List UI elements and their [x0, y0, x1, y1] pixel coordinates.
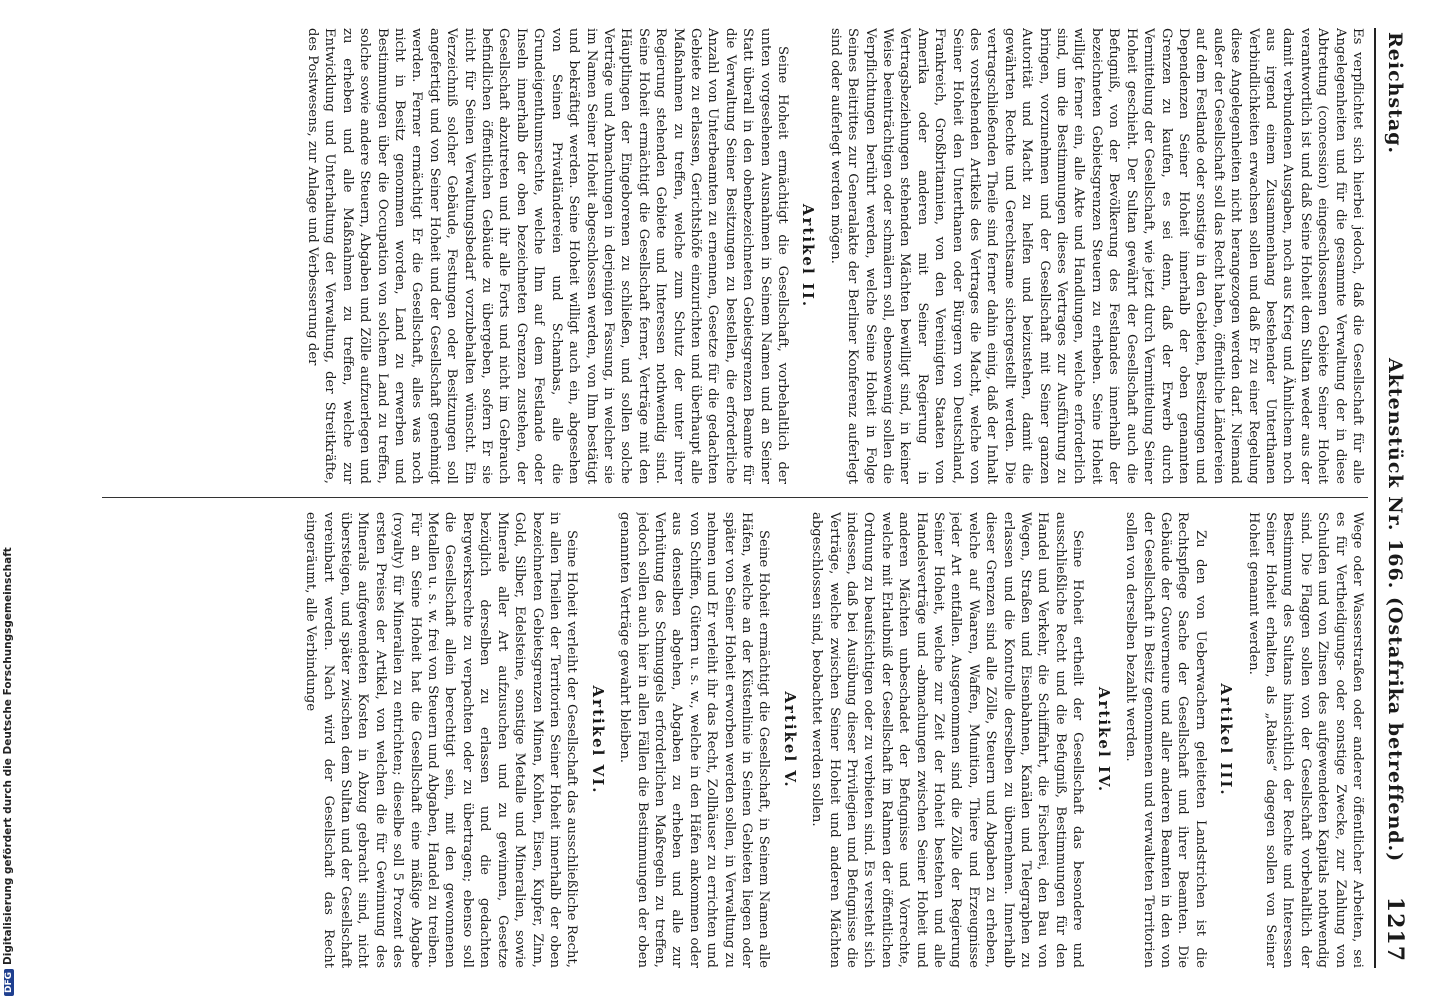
- paragraph: Es verpflichtet sich hierbei jedoch, daß die Gesellschaft für alle Angelegenheiten und für die gesammte Verwaltung der in diese Abtretung (concession) eingeschlossenen Gebiete Seiner Hoheit verantwortlich ist und daß Seine Hoheit dem Sultan weder aus der damit verbundenen Ausgaben, noch aus Krieg und Ähnlichem noch aus irgend einem Zusammenhang bestehender Unterthanen Verbindlichkeiten erwachsen sollen und daß Er zu einer Regelung diese Angelegenheiten nicht herangezogen werden darf. Niemand außer der Gesellschaft soll das Recht haben, öffentliche Ländereien auf dem Festlande oder sonstige in den Gebieten, Besitzungen und Dependenzen Seiner Hoheit innerhalb der oben genannten Grenzen zu kaufen, es sei denn, daß der Erwerb durch Vermittelung der Gesellschaft, wie jetzt durch Vermittelung Seiner Hoheit geschieht. Der Sultan gewährt der Gesellschaft auch die Befugniß, von der Bevölkerung des Festlandes innerhalb der bezeichneten Gebietsgrenzen Steuern zu erheben. Seine Hoheit willigt ferner ein, alle Akte und Handlungen, welche erforderlich sind, um die Bestimmungen dieses Vertrages zur Ausführung zu bringen, vorzunehmen und der Gesellschaft mit Seiner ganzen Autorität und Macht zu helfen und beizustehen, damit die gewährten Rechte und Gerechtsame sichergestellt werden. Die vertragschließenden Theile sind ferner dahin einig, daß der Inhalt des vorstehenden Artikels des Vertrages die Macht, welche von Seiner Hoheit den Unterthanen oder Bürgern von Deutschland, Frankreich, Großbritannien, von den Vereinigten Staaten von Amerika oder anderen mit Seiner Regierung in Vertragsbeziehungen stehenden Mächten bewilligt sind, in keiner Weise beeinträchtigen oder schmälern soll, ebensowenig sollen die Verpflichtungen berührt werden, welche Seine Hoheit in Folge Seines Beitrittes zur Generalakte der Berliner Konferenz auferlegt sind oder auferlegt werden mögen.: [827, 28, 1365, 484]
- text-column-left: [104, 28, 1366, 484]
- article-heading: Artikel VI.: [588, 685, 607, 795]
- header-title: Aktenstück Nr. 166.: [1384, 358, 1406, 590]
- paragraph: Seine Hoheit ermächtigt die Gesellschaft, vorbehaltlich der unten vorgesehenen Ausnahmen in Seinem Namen und an Seiner Statt überall in den obenbezeichneten Gebietsgrenzen Beamte für die Verwaltung Seiner Besitzungen zu bestellen, die erforderliche Anzahl von Unterbeamten zu ernennen, Gesetze für die gedachten Gebiete zu erlassen, Gerichtshöfe einzurichten und überhaupt alle Maßnahmen zu treffen, welche zum Schutz der unter ihrer Regierung stehenden Gebiete und Interessen nothwendig sind. Seine Hoheit ermächtigt die Gesellschaft ferner, Verträge mit den Häuptlingen der Eingeborenen zu schließen, und sollen solche Verträge und Abmachungen in derjenigen Fassung, in welcher sie im Namen Seiner Hoheit abgeschlossen werden, von Ihm bestätigt und bekräftigt werden. Seine Hoheit willigt auch ein, abgesehen von Seinen Privatländereien und Schambas, alle die Grundeigenthumsrechte, welche Ihm auf dem Festlande oder Inseln innerhalb der oben bezeichneten Grenzen zustehen, der Gesellschaft abzutreten und ihr alle Forts und nicht im Gebrauch befindlichen öffentlichen Gebäude zu übergeben, sofern Er sie nicht für Seinen Verwaltungsbedarf vorzubehalten wünscht. Ein Verzeichniß solcher Gebäude, Festungen oder Besitzungen soll angefertigt und von Seiner Hoheit und der Gesellschaft genehmigt werden. Ferner ermächtigt Er die Gesellschaft, alles was noch nicht in Besitz genommen worden, Land zu erwerben und Bestimmungen über die Occupation von solchem Land zu treffen, solche sowie andere Steuern, Abgaben und Zölle aufzuerlegen und zu erheben und alle Maßnahmen zu treffen, welche zur Entwicklung und Unterhaltung der Verwaltung, der Streitkräfte, des Postwesens, zur Anlage und Verbesserung der: [305, 28, 790, 484]
- article-heading: Artikel IV.: [1094, 686, 1113, 794]
- paragraph: Zu den von Ueberwachern geleiteten Landstrichen ist die Rechtspflege Sache der Gesellschaft und ihrer Beamten. Die Gebäude der Gouverneure und aller anderen Beamten in den von der Gesellschaft in Besitz genommenen und verwalteten Territorien sollen von derselben bezahlt werden.: [1123, 512, 1208, 968]
- header-left: Reichstag.: [1384, 32, 1406, 155]
- credit-text: Digitalisierung gefördert durch die Deutsche Forschungsgemeinschaft: [2, 547, 14, 965]
- digitization-credit: [2, 547, 16, 996]
- paragraph: Seine Hoheit verleiht der Gesellschaft das ausschließliche Recht, in allen Theilen der Territorien Seiner Hoheit innerhalb der oben bezeichneten Gebietsgrenzen Minen, Kohlen, Eisen, Kupfer, Zinn, Gold, Silber, Edelsteine, sonstige Metalle und Mineralien, sowie Minerale aller Art aufzusuchen und zu gewinnen, Gesetze bezüglich derselben zu erlassen und die gedachten Bergwerksrechte zu verpachten oder zu übertragen; ebenso soll die Gesellschaft allein berechtigt sein, mit den gewonnenen Metallen u. s. w. frei von Steuern und Abgaben, Handel zu treiben. Für an Seine Hoheit hat die Gesellschaft eine mäßige Abgabe (royalty) für Mineralien zu entrichten; dieselbe soll 5 Prozent des ersten Preises der Artikel, von welchen die für Gewinnung des Minerals aufgewendeten Kosten in Abzug gebracht sind, nicht übersteigen, und später zwischen dem Sultan und der Gesellschaft vereinbart werden. Nach wird der Gesellschaft das Recht eingeräumt, alle Verbindunge: [303, 512, 580, 968]
- header-rule: [1374, 28, 1376, 968]
- header-subject: (Ostafrika betreffend.): [1384, 596, 1406, 863]
- article-heading: Artikel V.: [780, 691, 799, 789]
- article-heading: Artikel III.: [1217, 683, 1236, 797]
- paragraph: Wege oder Wasserstraßen oder anderer öffentlicher Arbeiten, sei es für Vertheidigungs- oder sonstige Zwecke, zur Zahlung von Schulden und von Zinsen des aufgewendeten Kapitals nothwendig sind. Die Flaggen sollen von der Gesellschaft vorbehaltlich der Bestimmung des Sultans hinsichtlich der Rechte und Interessen Seiner Hoheit erhalten, als „Rabies“ dagegen sollen von Seiner Hoheit genannt werden.: [1245, 512, 1365, 968]
- running-header: [1378, 28, 1412, 968]
- text-column-right: [104, 512, 1366, 968]
- paragraph: Seine Hoheit ermächtigt die Gesellschaft, in Seinem Namen alle Häfen, welche an der Küstenlinie in Seinen Gebieten liegen oder später von Seiner Hoheit erworben werden sollen, in Verwaltung zu nehmen und Er verleiht ihr das Recht, Zollhäuser zu errichten und von Schiffen, Gütern u. s. w., welche in den Häfen ankommen oder aus denselben abgehen, Abgaben zu erheben und alle zur Verhütung des Schmuggels erforderlichen Maßregeln zu treffen, jedoch sollen auch hier in allen Fällen die Bestimmungen der oben genannten Verträge gewahrt bleiben.: [617, 512, 772, 968]
- column-divider: [102, 497, 1368, 498]
- paragraph: Seine Hoheit ertheilt der Gesellschaft das besondere und ausschließliche Recht und die Befugniß, Bestimmungen für den Handel und Verkehr, die Schifffahrt, die Fischerei, den Bau von Wegen, Straßen und Eisenbahnen, Kanälen und Telegraphen zu erlassen und die Kontrolle derselben zu übernehmen. Innerhalb dieser Grenzen sind alle Zölle, Steuern und Abgaben zu erheben, welche auf Waaren, Waffen, Munition, Thiere und Erzeugnisse jeder Art entfallen. Ausgenommen sind die Zölle der Regierung Seiner Hoheit, welche zur Zeit der Hoheit bestehen und alle Handelsverträge und -abmachungen zwischen Seiner Hoheit und anderen Mächten unbeschadet der Befugnisse und Vorrechte, welche mit Erlaubniß der Gesellschaft im Rahmen der öffentlichen Ordnung zu beaufsichtigen oder zu verbieten sind. Es versteht sich indessen, daß bei Ausübung dieser Privilegien und Befugnisse die Verträge, welche zwischen Seiner Hoheit und anderen Mächten abgeschlossen sind, beobachtet werden sollen.: [809, 512, 1086, 968]
- header-center: [1384, 358, 1406, 862]
- page-number: 1217: [1382, 896, 1408, 962]
- dfg-logo: DFG: [4, 969, 14, 996]
- rotated-document: [92, 28, 1412, 968]
- article-heading: Artikel II.: [799, 203, 818, 309]
